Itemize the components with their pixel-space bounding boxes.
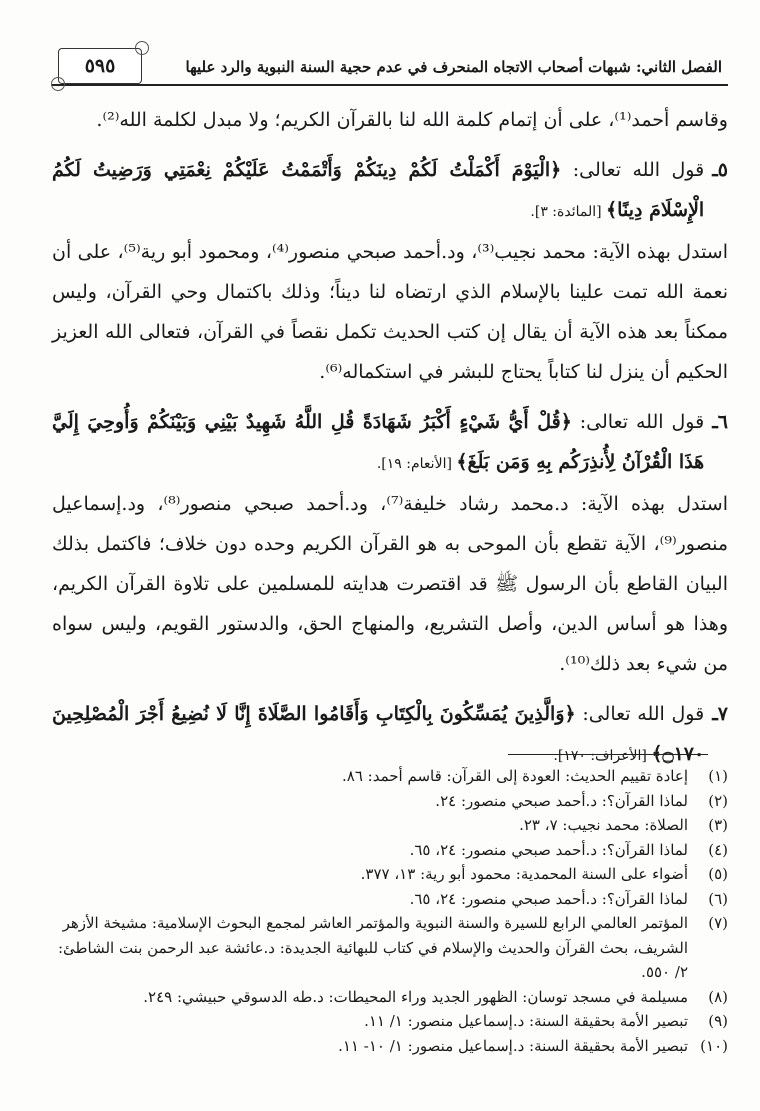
footnote-divider [508,754,708,755]
footnote-number: (٤) [708,840,728,859]
item-number: ٧ـ [712,703,728,725]
page-number: ٥٩٥ [58,48,142,84]
item-number: ٦ـ [712,411,728,433]
verse-reference: [المائدة: ٣]. [530,204,607,220]
footnote-number: (٢) [708,791,728,810]
footnote-text: تبصير الأمة بحقيقة السنة: د.إسماعيل منصور: ١/ ١٠- ١١. [338,1036,688,1055]
paragraph-intro: وقاسم أحمد⁽¹⁾، على أن إتمام كلمة الله لنا بالقرآن الكريم؛ ولا مبدل لكلمة الله⁽²⁾. [96,109,728,131]
footnote-text: إعادة تقييم الحديث: العودة إلى القرآن: قاسم أحمد: ٨٦. [342,767,688,785]
footnote-text: أضواء على السنة المحمدية: محمود أبو رية: ١٣، ٣٧٧. [360,865,688,883]
footnote [52,862,728,887]
list-item-5 [52,150,728,232]
footnote-text: الصلاة: محمد نجيب: ٧، ٢٣. [519,816,688,834]
footnote-number: (١٠) [700,1036,728,1055]
footnote-text: لماذا القرآن؟: د.أحمد صبحي منصور: ٢٤، ٦٥. [409,889,688,908]
footnote-text: مسيلمة في مسجد توسان: الظهور الجديد وراء المحيطات: د.طه الدسوقي حبيشي: ٢٤٩. [143,987,688,1006]
footnote-number: (١) [708,767,728,785]
item-lead: قول الله تعالى: [561,159,705,181]
item-text [52,402,704,484]
footnote-number: (٧) [708,914,728,932]
paragraph-commentary-6: استدل بهذه الآية: د.محمد رشاد خليفة⁽⁷⁾، ود.أحمد صبحي منصور⁽⁸⁾، ود.إسماعيل منصور⁽⁹⁾، الآية تقطع بأن الموحى به هو القرآن الكريم وحده دون خلاف؛ فاكتمل بذلك البيان القاطع بأن الرسول ﷺ قد اقتصرت هدايته للمسلمين على تلاوة القرآن الكريم، وهذا هو أساس الدين، وأصل التشريع، والمنهاج الحق، والدستور القويم، وليس سواه من شيء بعد ذلك⁽¹⁰⁾. [52,493,728,675]
list-item-6 [52,402,728,484]
running-title: الفصل الثاني: شبهات أصحاب الاتجاه المنحرف في عدم حجية السنة النبوية والرد عليها [185,58,722,76]
quran-verse: ﴿وَالَّذِينَ يُمَسِّكُونَ بِالْكِتَابِ وَأَقَامُوا الصَّلَاةَ إِنَّا لَا نُضِيعُ أَجْرَ الْمُصْلِحِينَ ۝١٧٠﴾ [52,703,705,765]
item-number: ٥ـ [712,159,728,181]
footnote-text: لماذا القرآن؟: د.أحمد صبحي منصور: ٢٤، ٦٥. [409,840,688,859]
footnote [52,887,728,912]
main-text [52,100,728,776]
quran-verse: ﴿الْيَوْمَ أَكْمَلْتُ لَكُمْ دِينَكُمْ وَأَتْمَمْتُ عَلَيْكُمْ نِعْمَتِي وَرَضِيتُ لَكُمُ الْإِسْلَامَ دِينًا﴾ [52,159,705,221]
footnote [52,813,728,838]
item-lead: قول الله تعالى: [575,703,705,725]
footnote [52,911,728,985]
footnote-number: (٨) [708,987,728,1006]
footnote [52,789,728,814]
item-text [52,150,704,232]
footnote [52,1009,728,1034]
footnote-text: تبصير الأمة بحقيقة السنة: د.إسماعيل منصور: ١/ ١١. [364,1012,688,1030]
footnote-text: لماذا القرآن؟: د.أحمد صبحي منصور: ٢٤. [435,791,688,810]
item-lead: قول الله تعالى: [571,411,705,433]
quran-verse: ﴿قُلْ أَيُّ شَيْءٍ أَكْبَرُ شَهَادَةً قُلِ اللَّهُ شَهِيدٌ بَيْنِي وَبَيْنَكُمْ وَأُوحِيَ إِلَيَّ هَذَا الْقُرْآنُ لِأُنذِرَكُم بِهِ وَمَن بَلَغَ﴾ [52,411,705,473]
verse-reference: [الأنعام: ١٩]. [376,456,457,472]
footnote [52,985,728,1010]
footnotes [52,764,728,1058]
footnote-number: (٥) [708,865,728,883]
footnote-text: المؤتمر العالمي الرابع للسيرة والسنة النبوية والمؤتمر العاشر لمجمع البحوث الإسلامية: مشيخة الأزهر الشريف، بحث القرآن والحديث والإسلام في كتاب للبهائية الجديدة: د.عائشة عبد الرحمن بنت الشاطئ: ٢/ ٥٥٠. [58,914,688,981]
footnote-number: (٩) [708,1012,728,1030]
footnote [52,838,728,863]
verse-reference: [الأعراف: ١٧٠]. [553,748,652,764]
footnote [52,764,728,789]
footnote-number: (٦) [708,889,728,908]
footnote [52,1034,728,1059]
page-header [52,44,728,86]
paragraph-commentary-5: استدل بهذه الآية: محمد نجيب⁽³⁾، ود.أحمد صبحي منصور⁽⁴⁾، ومحمود أبو رية⁽⁵⁾، على أن نعمة الله تمت علينا بالإسلام الذي ارتضاه لنا ديناً؛ وذلك باكتمال وحي القرآن، وليس ممكناً بعد هذه الآية أن يقال إن كتب الحديث تكمل نقصاً في القرآن، فتعالى الله العزيز الحكيم أن ينزل لنا كتاباً يحتاج للبشر في استكماله⁽⁶⁾. [52,241,729,383]
footnote-number: (٣) [708,816,728,834]
